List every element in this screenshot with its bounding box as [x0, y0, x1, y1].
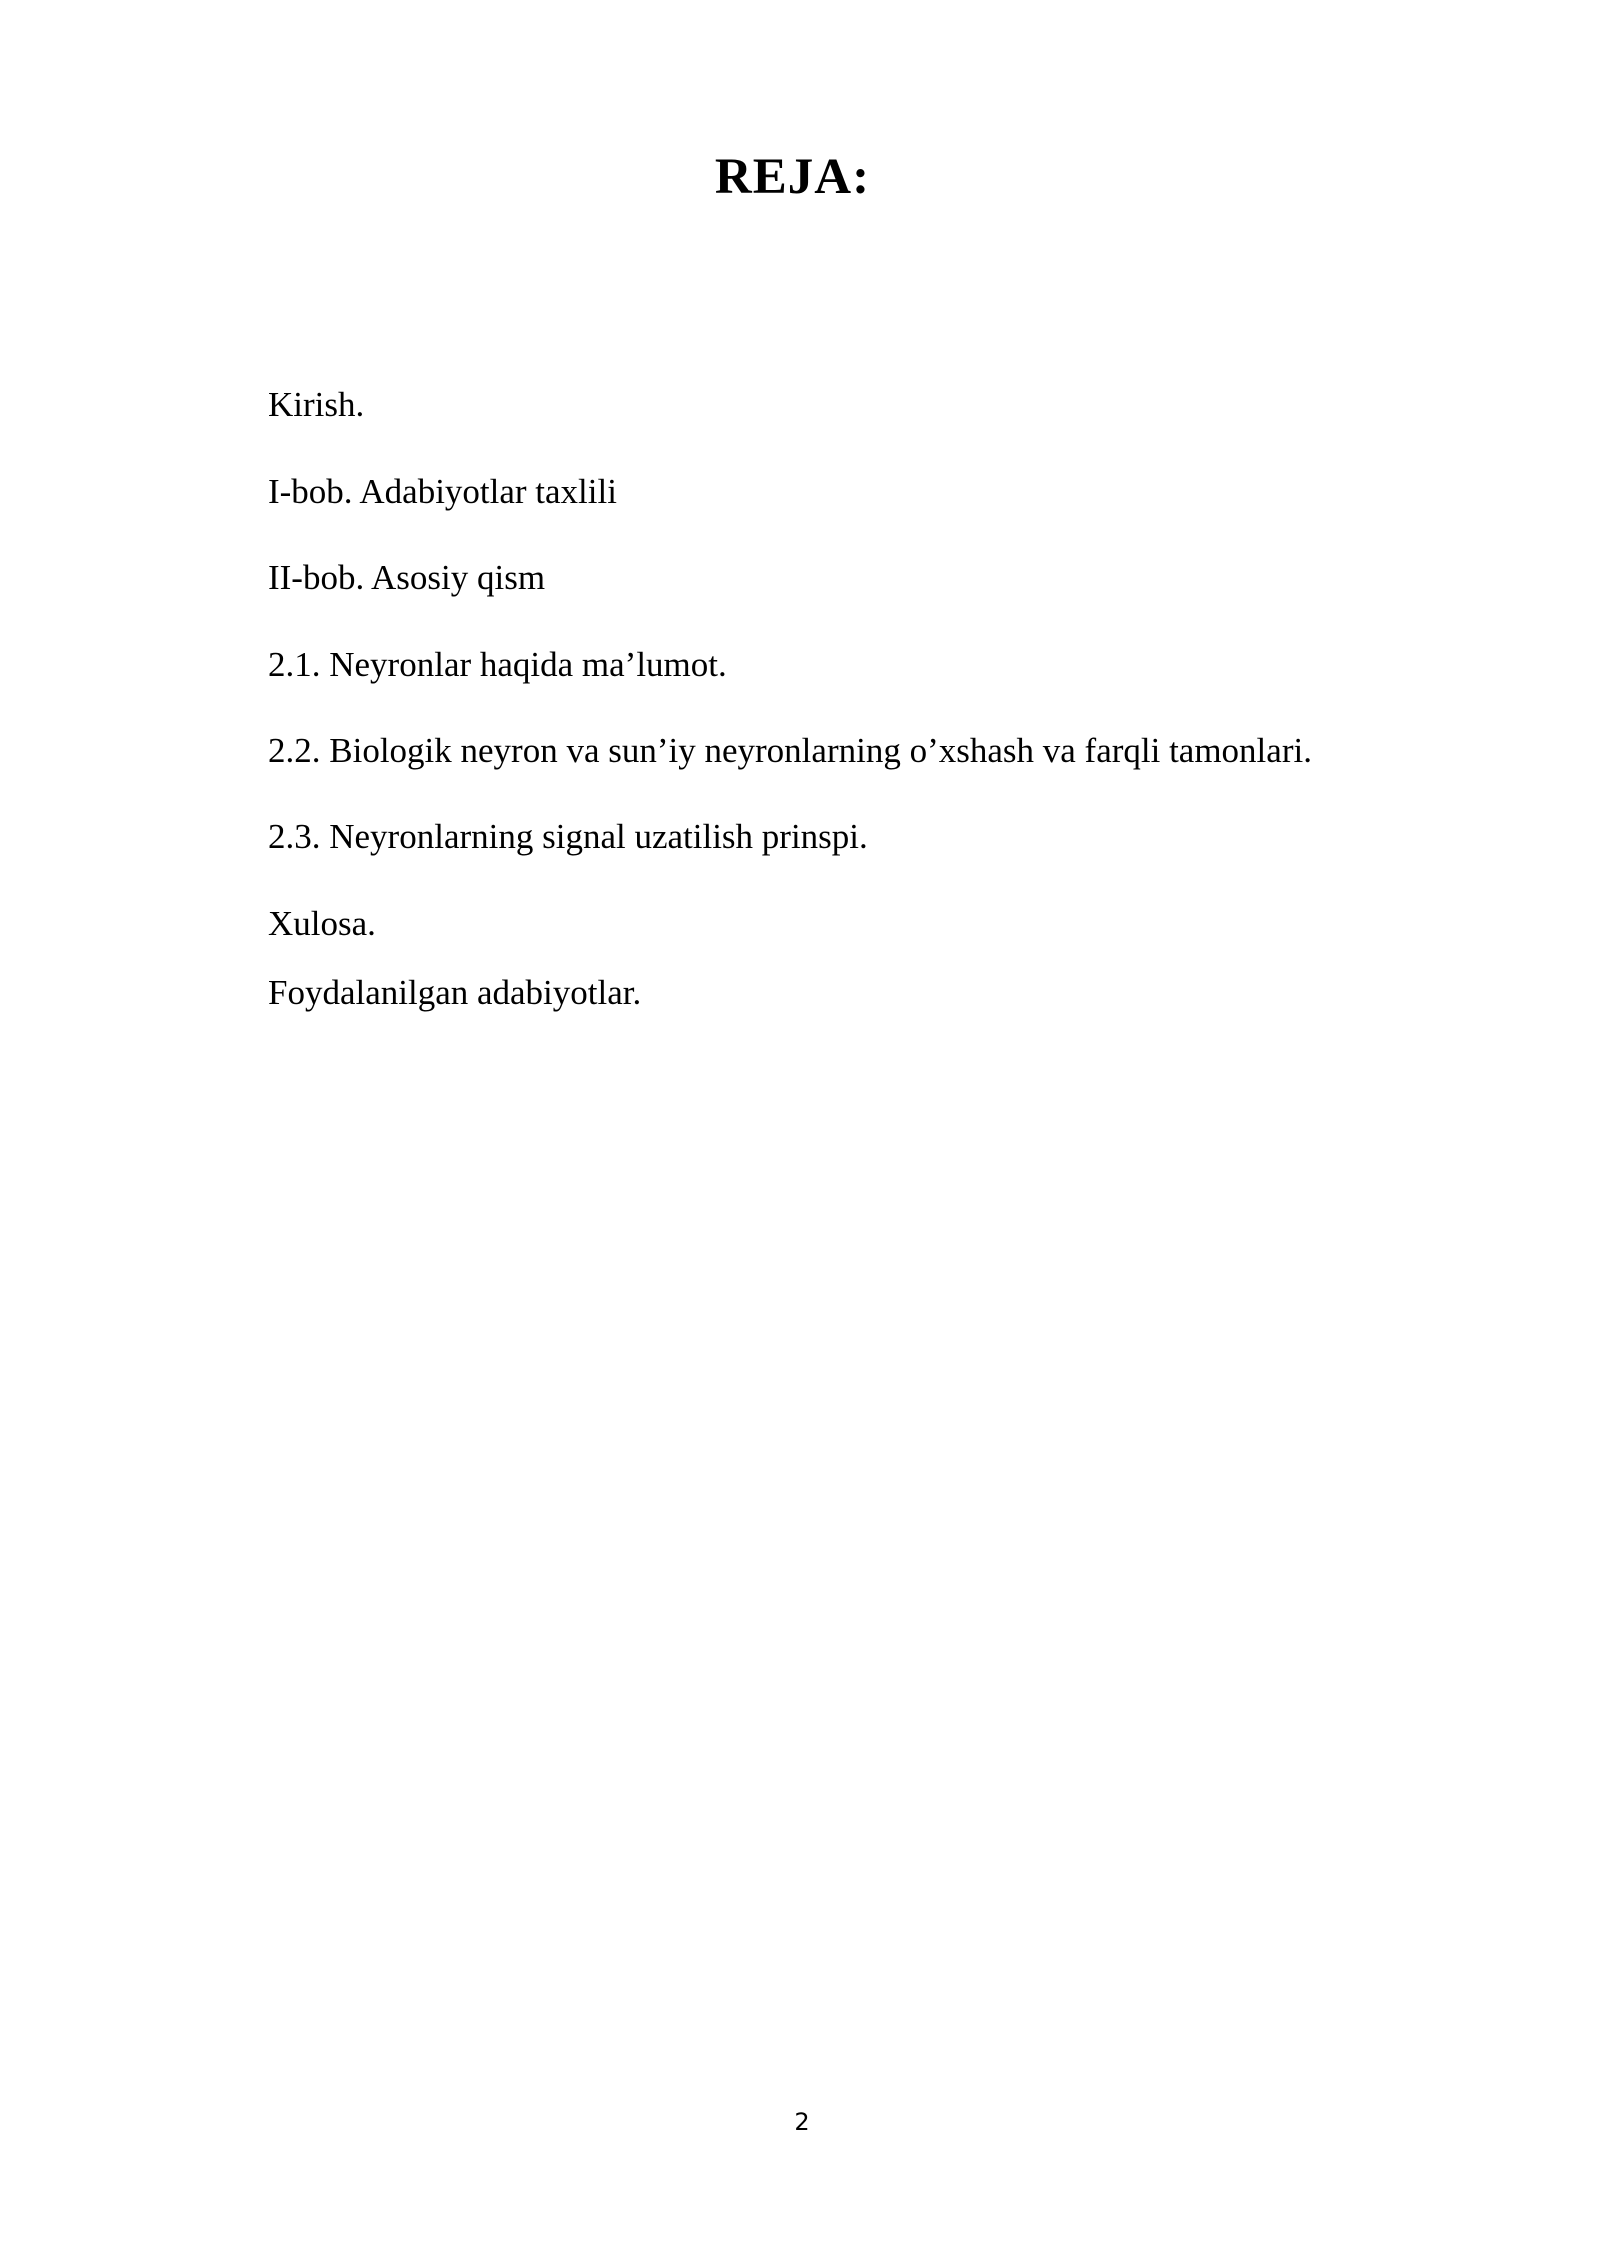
- plan-item-kirish: Kirish.: [268, 385, 365, 424]
- plan-item-references: Foydalanilgan adabiyotlar.: [268, 973, 642, 1012]
- page-title: REJA:: [714, 149, 871, 205]
- plan-item-chapter-2: II-bob. Asosiy qism: [268, 558, 546, 597]
- plan-item-section-2-1: 2.1. Neyronlar haqida ma’lumot.: [268, 645, 727, 684]
- plan-item-section-2-2: 2.2. Biologik neyron va sun’iy neyronlarning o’xshash va farqli tamonlari.: [268, 731, 1312, 770]
- page-number: 2: [794, 2108, 810, 2136]
- plan-item-section-2-3: 2.3. Neyronlarning signal uzatilish prinspi.: [268, 817, 868, 856]
- plan-item-chapter-1: I-bob. Adabiyotlar taxlili: [268, 472, 617, 511]
- plan-item-xulosa: Xulosa.: [268, 904, 376, 943]
